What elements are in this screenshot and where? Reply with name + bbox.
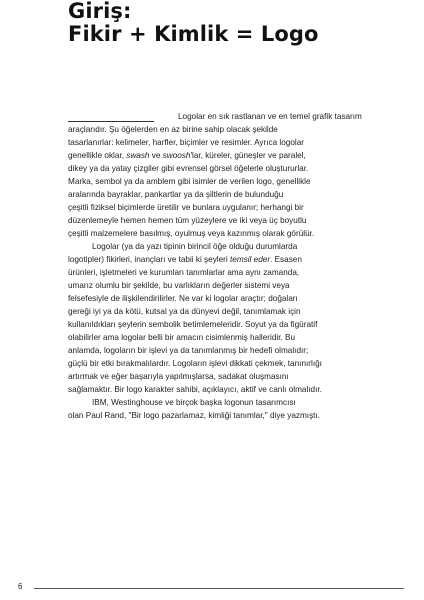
text-line: gereği iyi ya da kötü, kutsal ya da dünyevi değil, tanımlamak için (68, 307, 301, 316)
text-line: güçlü bir etki bırakmalılardır. Logoların işlevi dikkati çekmek, tanınırlığı (68, 359, 322, 368)
text-line: tasarlanırlar: kelimeler, harfler, biçimler ve resimler. Ayrıca logolar (68, 138, 305, 147)
text-line: Marka, sembol ya da amblem gibi isimler de verilen logo, genellikle (68, 177, 311, 186)
text-run: ve (149, 151, 163, 160)
text-line: olan Paul Rand, "Bir logo pazarlamaz, kimliği tanımlar," diye yazmıştı. (68, 411, 320, 420)
text-line: düzenlemeyle hemen hemen tüm yüzeylere ve iki veya üç boyutlu (68, 216, 307, 225)
text-line: felsefesiyle de ilişkilendirilirler. Ne var ki logolar araçtır; doğaları (68, 294, 298, 303)
text-line: IBM, Westinghouse ve birçok başka logonun tasarımcısı (92, 398, 296, 407)
text-line (68, 150, 306, 161)
text-line: olabilirler ama logolar belli bir amacın cisimlenmiş halleridir. Bu (68, 333, 296, 342)
text-line: aralarında bayraklar, pankartlar ya da şiltlerin de bulunduğu (68, 190, 284, 199)
text-line: anlamda, logoların bir işlevi ya da tanımlanmış bir hedefi olmalıdır; (68, 346, 309, 355)
text-run-italic: swash (126, 151, 150, 160)
heading-line-1: Giriş: (68, 0, 132, 23)
page-number: 6 (18, 582, 23, 591)
text-line: sağlamaktır. Bir logo karakter sahibi, açıklayıcı, aktif ve canlı olmalıdır. (68, 385, 322, 394)
text-line: çeşitli malzemelere basılmış, oyulmuş veya kazınmış olarak görülür. (68, 229, 315, 238)
text-line: çeşitli fiziksel biçimlerde üretilir ve bunlara uygulanır; herhangi bir (68, 203, 304, 212)
text-line: Logolar en sık rastlanan ve en temel grafik tasarım (178, 112, 362, 121)
text-run: . Esasen (270, 255, 302, 264)
text-line: dikey ya da yatay çizgiler gibi evrensel görsel öğelerle oluştururlar. (68, 164, 309, 173)
text-line: araçlarıdır. Şu öğelerden en az birine sahip olacak şekilde (68, 125, 278, 134)
text-line: Logolar (ya da yazı tipinin birincil öğe olduğu durumlarda (92, 242, 298, 251)
footer-rule (34, 588, 404, 589)
text-line: ürünleri, işletmeleri ve kurumları tanımlarlar ama aynı zamanda, (68, 268, 300, 277)
intro-rule (68, 121, 154, 122)
text-run-italic: temsil eder (230, 255, 271, 264)
text-run: 'lar, küreler, güneşler ve paralel, (190, 151, 306, 160)
text-run: genellikle oklar, (68, 151, 127, 160)
text-line: umarız olumlu bir şekilde, bu varlıkların değerler sistemi veya (68, 281, 290, 290)
text-line: artırmak ve eğer başarıyla yapılmışlarsa, sadakat oluşmasını (68, 372, 289, 381)
text-run: logotipler) fikirleri, inançları ve tabii ki şeyleri (68, 255, 230, 264)
text-line (68, 254, 302, 265)
text-line: kullanıldıkları şeylerin sembolik betimlemeleridir. Soyut ya da figüratif (68, 320, 318, 329)
page-heading (68, 0, 319, 46)
text-run-italic: swoosh (162, 151, 191, 160)
heading-line-2: Fikir + Kimlik = Logo (68, 22, 319, 46)
